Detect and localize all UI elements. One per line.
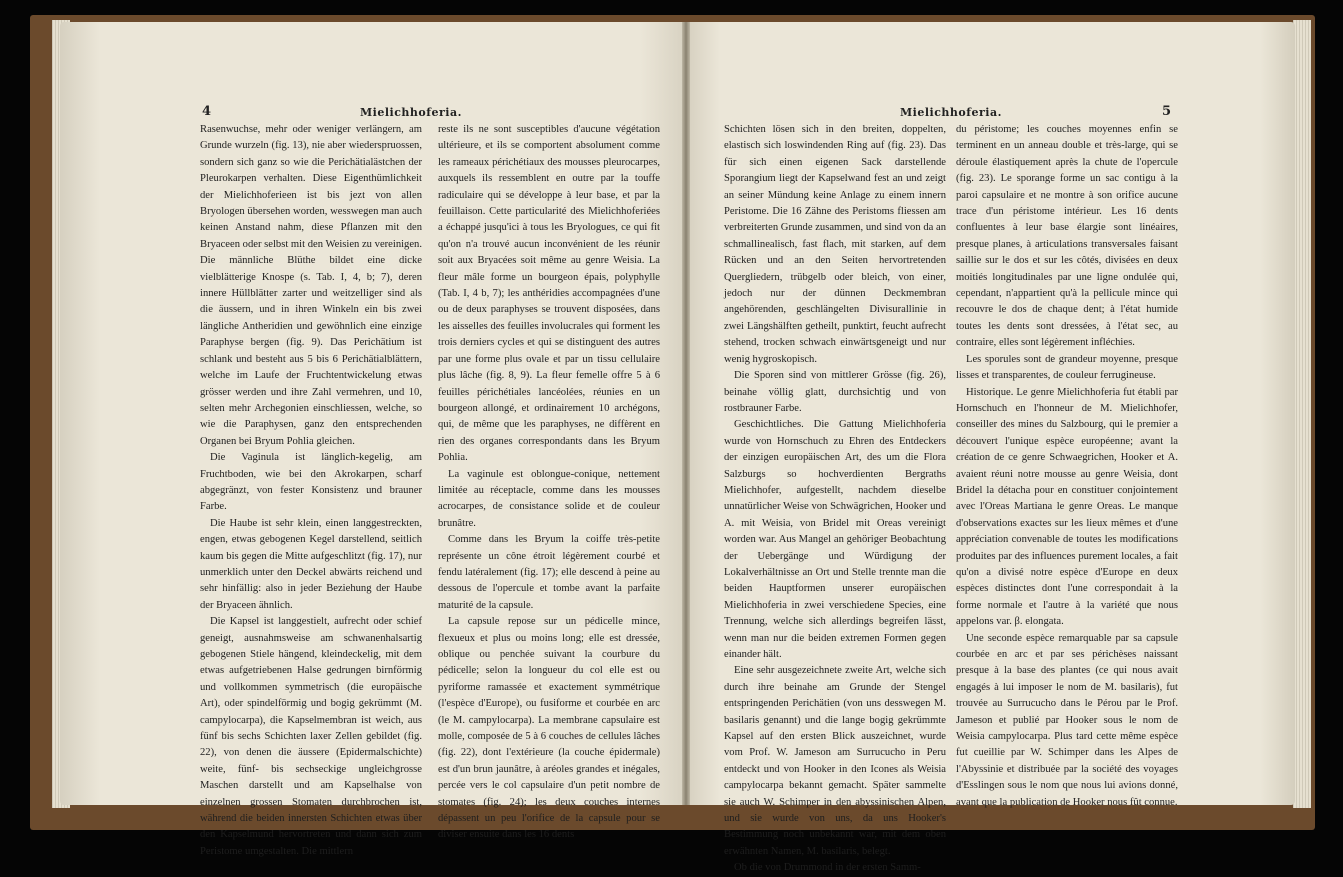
book-gutter [682,22,690,805]
page-number: 5 [1162,104,1172,119]
paragraph: reste ils ne sont susceptibles d'aucune végétation ultérieure, et ils se comportent absolument comme les rameaux périchétiaux des mousses pleurocarpes, auxquels ils ressemblent en outre par la touffe radiculaire qui se développe à leur base, et par la feuillaison. Cette particularité des Mielichhoferiées a échappé jusqu'ici à tous les Bryologues, ce qui fit qu'on n'a trouvé aucun inconvénient de les réunir soit aux Bryacées soit même au genre Weisia. La fleur mâle forme un bourgeon épais, polyphylle (Tab. I, 4 b, 7); les anthéridies accompagnées d'une ou de deux paraphyses se trouvent disposées, dans les aisselles des feuilles involucrales qui forment les trois derniers cycles et qui se distinguent des autres par une forme plus ovale et par un tissu cellulaire plus lâche (fig. 8, 9). La fleur femelle offre 5 à 6 feuilles périchétiales lancéolées, réunies en un bourgeon allongé, et ordinairement 10 archégons, qui, de même que les paraphyses, ne diffèrent en rien des organes correspondants dans les Bryum Pohlia. [438,124,660,464]
paragraph: Comme dans les Bryum la coiffe très-petite représente un cône étroit légèrement courbé et fendu latéralement (fig. 17); elle descend à peine au dessous de l'opercule et tombe avant la parfaite maturité de la capsule. [438,534,660,611]
paragraph: Rasenwuchse, mehr oder weniger verlängern, am Grunde wurzeln (fig. 13), nie aber wiederspruossen, sondern sich ganz so wie die Perichätialästchen der Pleurokarpen verhalten. Diese Eigenthümlichkeit der Mielichhoferieen ist bis jezt von allen Bryologen übersehen worden, wesswegen man auch keinen Anstand nahm, diese Pflanzen mit den Bryaceen oder selbst mit den Weisien zu vereinigen. Die männliche Blüthe bildet eine dicke vielblätterige Knospe (s. Tab. I, 4, b; 7), deren innere Hüllblätter zarter und weitzelliger sind als die äussern, und in ihren Winkeln ein bis zwei längliche Antheridien und gewöhnlich eine einzige Paraphyse bergen (fig. 9). Das Perichätium ist schlank und besteht aus 5 bis 6 Perichätialblättern, welche im Laufe der Fruchtentwickelung etwas grösser werden und ihre Zahl vermehren, und 10, selten mehr Archegonien einschliessen, welche, so wie die Paraphysen, ganz den entsprechenden Organen bei Bryum Pohlia gleichen. [200,124,422,447]
paragraph: Eine sehr ausgezeichnete zweite Art, welche sich durch ihre beinahe am Grunde der Stengel entspringenden Perichätien (von uns desswegen M. basilaris genannt) und die lange bogig gekrümmte Kapsel auf den ersten Blick auszeichnet, wurde vom Prof. W. Jameson am Surrucucho in Peru entdeckt und von Hooker in den Icones als Weisia campylocarpa bekannt gemacht. Später sammelte sie auch W. Schimper in den abyssinischen Alpen, und sie wurde von uns, da uns Hooker's Bestimmung noch unbekannt war, mit dem oben erwähnten Namen, M. basilaris, belegt. [724,665,946,857]
paragraph: Schichten lösen sich in den breiten, doppelten, elastisch sich loswindenden Ring auf (fig. 23). Das für sich einen eigenen Sack darstellende Sporangium liegt der Kapselwand fest an und zeigt an seiner Mündung keine Anlage zu einem innern Peristome. Die 16 Zähne des Peristoms fliessen am verbreiterten Grunde zusammen, und sind von da an schmallinealisch, fast flach, mit starken, auf dem Rücken und an den Seiten hervortretenden Quergliedern, trübgelb oder bleich, von einer, jedoch nur der dünnen Deckmembran angehörenden, geschlängelten Divisurallinie in zwei Längshälften getheilt, punktirt, feucht aufrecht stehend, trocken schwach einwärtsgeneigt und nur wenig hygroskopisch. [724,124,946,365]
paragraph: Geschichtliches. Die Gattung Mielichhoferia wurde von Hornschuch zu Ehren des Entdeckers der einzigen europäischen Art, des um die Flora Salzburgs so hochverdienten Bergraths Mielichhofer, aufgestellt, nachdem dieselbe unnatürlicher Weise von Schwägrichen, Hooker und A. mit Weisia, von Bridel mit Oreas vereinigt worden war. Aus Mangel an gehöriger Beobachtung der Uebergänge und Würdigung der Lokalverhältnisse an Ort und Stelle trennte man die beiden Hauptformen unserer europäischen Mielichhoferia in zwei verschiedene Species, eine Trennung, welche sich allerdings begreifen lässt, wenn man nur die beiden extremen Formen gegen einander hält. [724,419,946,660]
right-page-edges [1293,20,1311,808]
running-header: Mielichhoferia. [900,106,1002,119]
paragraph: Une seconde espèce remarquable par sa capsule courbée en arc et par ses périchèses naissant presque à la base des plantes (ce qui nous avait engagés à lui imposer le nom de M. basilaris), fut trouvée au Surrucucho dans le Pérou par le Prof. Jameson et publié par Hooker sous le nom de Weisia campylocarpa. Plus tard cette même espèce fut cueillie par W. Schimper dans les Alpes de l'Abyssinie et distribuée par la société des voyages d'Esslingen sous le nom que nous lui avions donné, avant que la publication de Hooker nous fût connue. [956,632,1178,808]
paragraph: du péristome; les couches moyennes enfin se terminent en un anneau double et très-large, qui se déroule élastiquement après la chute de l'opercule (fig. 23). Le sporange forme un sac contigu à la paroi capsulaire et ne montre à son orifice aucune trace d'un péristome intérieur. Les 16 dents confluentes à leur base élargie sont linéaires, presque planes, à articulations transversales faisant saillie sur le dos et sur les côtés, divisées en deux moitiés longitudinales par une ligne ondulée qui, cependant, n'appartient qu'à la pellicule mince qui recouvre le dos de chaque dent; à l'état humide toutes les dents sont dressées, à l'état sec, au contraire, elles sont légèrement infléchies. [956,124,1178,349]
running-header: Mielichhoferia. [360,106,462,119]
text-column-french [956,122,1178,811]
right-page [690,22,1295,874]
paragraph: Ob die von Drummond in der ersten Samm- [734,862,921,874]
paragraph: Die Sporen sind von mittlerer Grösse (fig. 26), beinahe völlig glatt, durchsichtig und von rostbrauner Farbe. [724,370,946,414]
paragraph: Die Kapsel ist langgestielt, aufrecht oder schief geneigt, ausnahmsweise am schwanenhalsartig gebogenen Stiele hängend, kleindeckelig, mit dem etwas aufgetriebenen Halse gedrungen birnförmig und vollkommen symmetrisch (die europäische Art), oder spindelförmig und bogig gekrümmt (M. campylocarpa), die Kapselmembran ist weich, aus fünf bis sechs Schichten laxer Zellen gebildet (fig. 22), von denen die äussere (Epidermalschichte) weite, fünf- bis sechseckige ungleichgrosse Maschen darstellt und am Kapselhalse von einzelnen grossen Stomaten durchbrochen ist, während die beiden innersten Schichten etwas über den Kapselmund hervortreten und dann sich zum Peristome umgestalten. Die mittlern [200,616,422,857]
paragraph: La capsule repose sur un pédicelle mince, flexueux et plus ou moins long; elle est dressée, oblique ou penchée suivant la courbure du pédicelle; selon la longueur du col elle est ou pyriforme ramassée et exactement symmétrique (l'espèce d'Europe), ou fusiforme et courbée en arc (le M. campylocarpa). La membrane capsulaire est molle, composée de 5 à 6 couches de cellules lâches (fig. 22), dont l'extérieure (la couche épidermale) est d'un brun jaunâtre, à aréoles grandes et inégales, percée vers le col capsulaire d'un petit nombre de stomates (fig. 24); les deux couches internes dépassent un peu l'orifice de la capsule pour se diviser ensuite dans les 16 dents [438,616,660,841]
text-column-german [724,122,946,877]
paragraph: La vaginule est oblongue-conique, nettement limitée au réceptacle, comme dans les mousses acrocarpes, de consistance solide et de couleur brunâtre. [438,468,660,529]
paragraph: Les sporules sont de grandeur moyenne, presque lisses et transparentes, de couleur ferrugineuse. [956,353,1178,382]
page-number: 4 [202,104,212,119]
paragraph: Historique. Le genre Mielichhoferia fut établi par Hornschuch en l'honneur de M. Mielichhofer, conseiller des mines du Salzbourg, qui le premier a découvert l'unique espèce européenne; avant la création de ce genre Schwaegrichen, Hooker et A. avaient réuni notre mousse au genre Weisia, dont Bridel la détacha pour en constituer conjointement avec l'Oreas Martiana le genre Oreas. Le manque d'observations exactes sur les lieux mêmes et d'une appréciation convenable de toutes les modifications produites par des influences purement locales, a fait qu'on a divisé notre espèce d'Europe en deux espèces distinctes dont l'une correspondait à la forme normale et l'autre à la variété que nous appelons var. β. elongata. [956,386,1178,628]
text-column-french [438,122,660,844]
paragraph: Die Haube ist sehr klein, einen langgestreckten, engen, etwas gebogenen Kegel darstellend, seitlich kaum bis gegen die Mitte aufgeschlitzt (fig. 17), nur unmerklich unter den Deckel abwärts reichend und sehr hinfällig: also in jeder Beziehung der Haube der Bryaceen ähnlich. [200,517,422,611]
paragraph: Die Vaginula ist länglich-kegelig, am Fruchtboden, wie bei den Akrokarpen, scharf abgegränzt, von fester Konsistenz und brauner Farbe. [200,452,422,513]
left-page [60,22,682,857]
text-column-german [200,122,422,860]
